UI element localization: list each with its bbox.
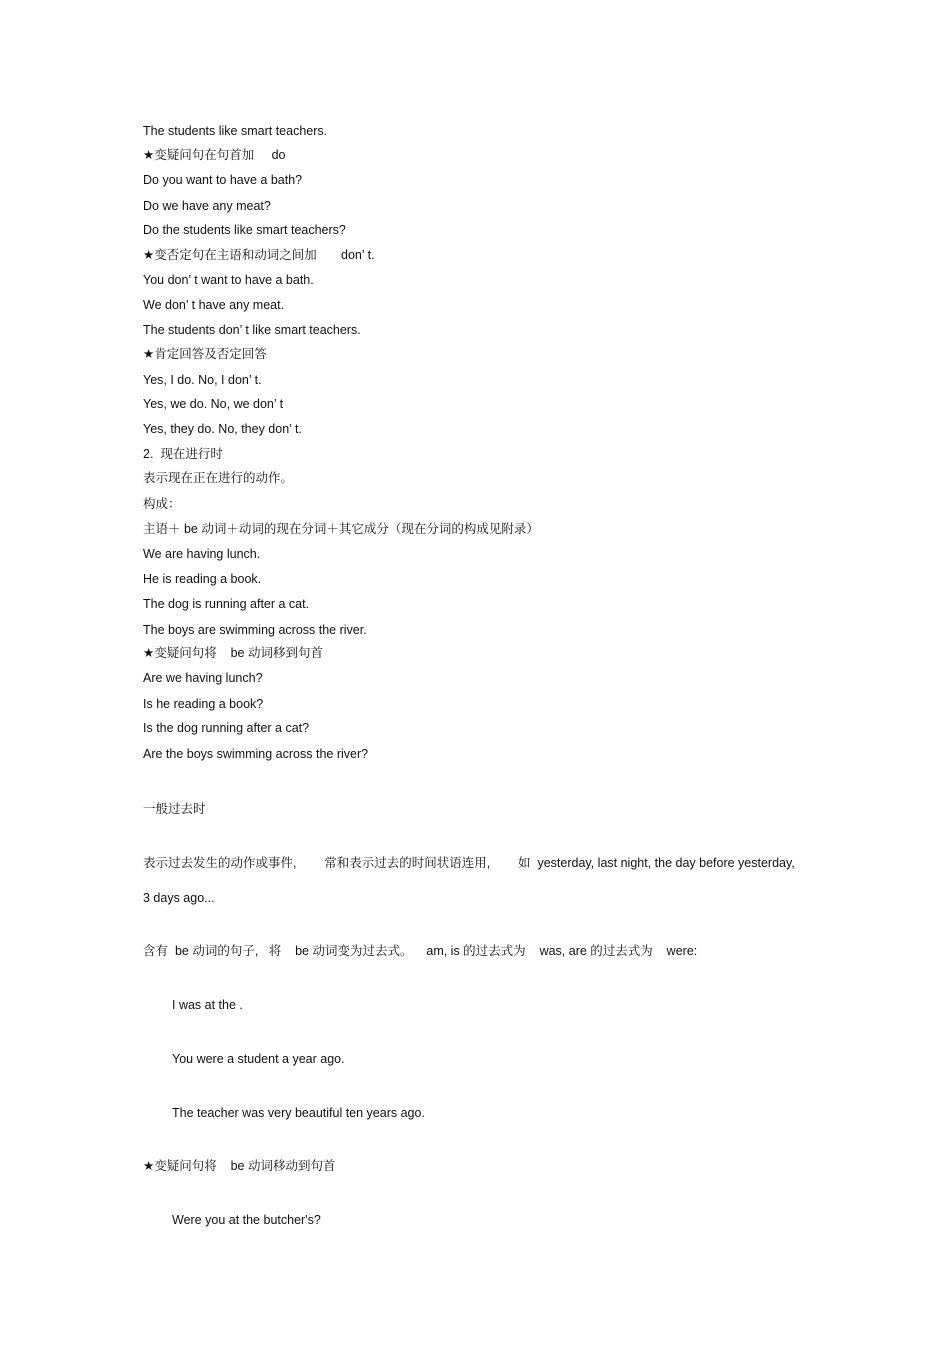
example-line: The teacher was very beautiful ten years ago. (172, 1106, 425, 1120)
text-line: ★变疑问句在句首加 do (143, 148, 286, 162)
text-line: 表示过去发生的动作或事件, 常和表示过去的时间状语连用, 如 yesterday, last night, the day before yesterday, (143, 856, 795, 870)
text-line: ★变疑问句将 be 动词移动到句首 (143, 1159, 336, 1173)
text-line: We are having lunch. (143, 547, 261, 561)
text-line: Yes, they do. No, they don’ t. (143, 422, 302, 436)
text-line: The dog is running after a cat. (143, 597, 310, 611)
text-line: Yes, I do. No, I don’ t. (143, 373, 262, 387)
text-line: Do the students like smart teachers? (143, 223, 346, 237)
text-line: Do you want to have a bath? (143, 173, 303, 187)
text-line: 构成： (143, 497, 181, 511)
text-line: Yes, we do. No, we don’ t (143, 397, 284, 411)
section-heading: 一般过去时 (143, 802, 206, 816)
text-line: The students don’ t like smart teachers. (143, 323, 361, 337)
text-line: 表示现在正在进行的动作。 (143, 471, 294, 485)
example-line: You were a student a year ago. (172, 1052, 345, 1066)
text-line: 含有 be 动词的句子, 将 be 动词变为过去式。 am, is 的过去式为 was, are 的过去式为 were: (143, 944, 698, 958)
text-line: You don’ t want to have a bath. (143, 273, 314, 287)
example-line: Were you at the butcher's? (172, 1213, 321, 1227)
text-line: Is he reading a book? (143, 697, 264, 711)
text-line: Are we having lunch? (143, 671, 263, 685)
text-line: ★变否定句在主语和动词之间加 don’ t. (143, 248, 375, 262)
text-line: 主语＋ be 动词＋动词的现在分词＋其它成分（现在分词的构成见附录） (143, 522, 539, 536)
text-line: Are the boys swimming across the river? (143, 747, 369, 761)
text-line: He is reading a book. (143, 572, 262, 586)
text-line: The students like smart teachers. (143, 124, 328, 138)
section-heading: 2. 现在进行时 (143, 447, 223, 461)
example-line: I was at the . (172, 998, 243, 1012)
text-line: Is the dog running after a cat? (143, 721, 310, 735)
text-line: The boys are swimming across the river. (143, 623, 367, 637)
text-line: We don’ t have any meat. (143, 298, 285, 312)
text-line: Do we have any meat? (143, 199, 271, 213)
text-line: ★变疑问句将 be 动词移到句首 (143, 646, 323, 660)
text-line: 3 days ago... (143, 891, 215, 905)
text-line: ★肯定回答及否定回答 (143, 347, 267, 361)
